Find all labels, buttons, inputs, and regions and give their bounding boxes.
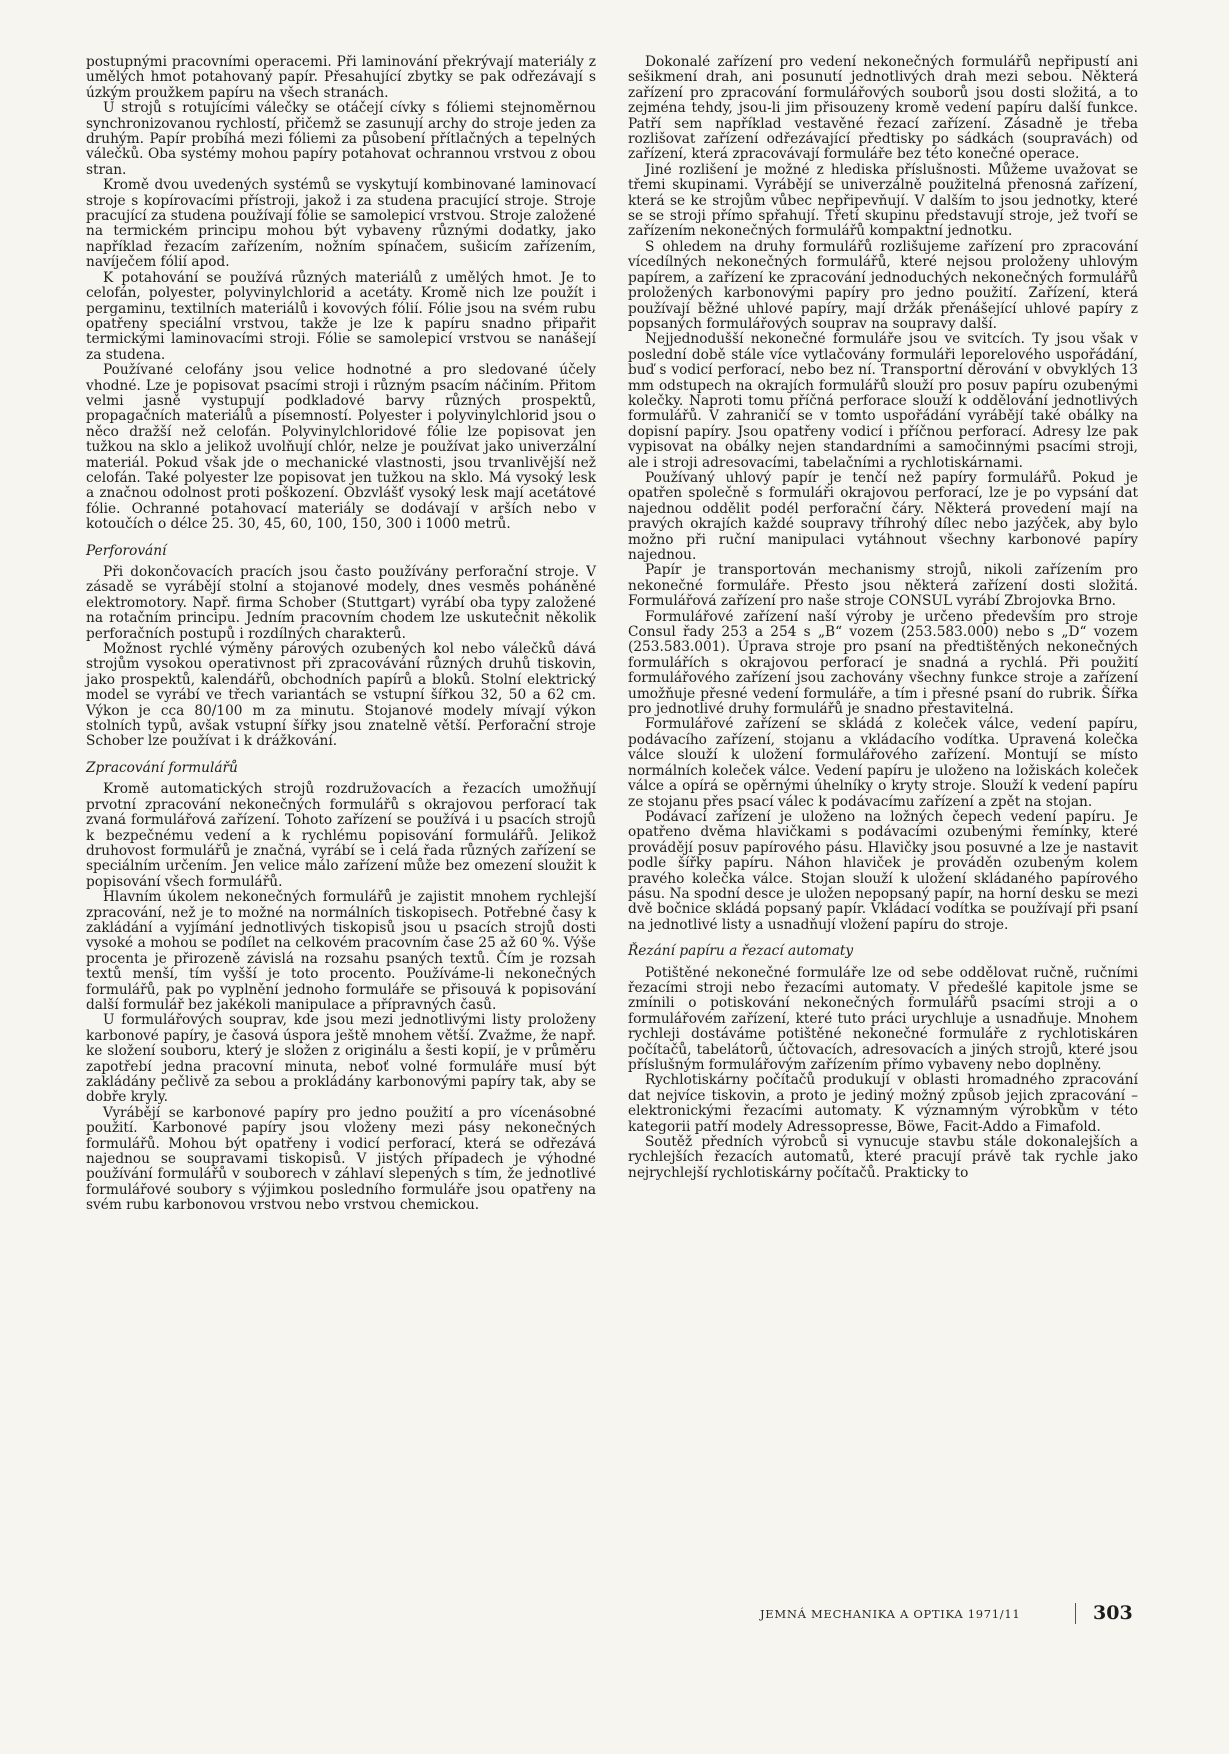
right-text-column <box>628 55 1138 1181</box>
paragraph: Papír je transportován mechanismy strojů, nikoli zařízením pro nekonečné formuláře. Přesto jsou některá zařízení dosti složitá. Formulářová zařízení pro naše stroje CONSUL vyrábí Zbrojovka Brno. <box>628 562 1138 610</box>
paragraph: Soutěž předních výrobců si vynucuje stavbu stále dokonalejších a rychlejších řezacích automatů, které pracují právě tak rychle jako nejrychlejší rychlotiskárny počítačů. Prakticky to <box>628 1134 1138 1181</box>
page-number: 303 <box>1093 1602 1133 1624</box>
paragraph: Podávací zařízení je uloženo na ložných čepech vedení papíru. Je opatřeno dvěma hlavičkami s podávacími ozubenými řemínky, které provádějí posuv papírového pásu. Hlavičky jsou posuvné a lze je nastavit podle šířky papíru. Náhon hlaviček je prováděn ozubeným kolem pravého kolečka válce. Stojan slouží k uložení skládaného papírového pásu. Na spodní desce je uložen nepopsaný papír, na horní desku se mezi dvě bočnice skládá popsaný papír. Vkládací vodítka se používají při psaní na jednotlivé listy a usnadňují vložení papíru do stroje. <box>628 808 1138 933</box>
paragraph: Formulářové zařízení se skládá z koleček válce, vedení papíru, podávacího zařízení, stojanu a vkládacího vodítka. Upravená kolečka válce slouží k uložení formulářového zařízení. Montují se místo normálních koleček válce. Vedení papíru je uloženo na ložiskách koleček válce a opírá se opěrnými úhelníky o kryty stroje. Slouží k vedení papíru ze stojanu přes psací válec k podávacímu zařízení a zpět na stojan. <box>628 716 1138 810</box>
paragraph: Při dokončovacích pracích jsou často používány perforační stroje. V zásadě se vyrábějí stolní a stojanové modely, dnes vesměs poháněné elektromotory. Např. firma Schober (Stuttgart) vyrábí oba typy založené na rotačním principu. Jedním pracovním chodem lze uskutečnit několik perforačních postupů i rozdílných charakterů. <box>86 564 596 642</box>
footer-divider <box>1075 1603 1076 1624</box>
left-text-column <box>86 55 596 1214</box>
paragraph: Rychlotiskárny počítačů produkují v oblasti hromadného zpracování dat nejvíce tiskovin, a proto je jediný možný způsob jejich zpracování – elektronickými řezacími automaty. K významným výrobkům v této kategorii patří modely Adressopresse, Böwe, Facit-Addo a Fimafold. <box>628 1072 1138 1135</box>
paragraph: postupnými pracovními operacemi. Při laminování překrývají materiály z umělých hmot potahovaný papír. Přesahující zbytky se pak odřezávají s úzkým proužkem papíru na všech stranách. <box>86 54 596 101</box>
journal-footer: JEMNÁ MECHANIKA A OPTIKA 1971/11 <box>760 1607 1021 1621</box>
paragraph: Potištěné nekonečné formuláře lze od sebe oddělovat ručně, ručními řezacími stroji nebo řezacími automaty. V předešlé kapitole jsme se zmínili o potiskování nekonečných formulářů psacími stroji a o formulářovém zařízení, které tuto práci urychluje a usnadňuje. Mnohem rychleji dostáváme potištěné nekonečné formuláře z rychlotiskáren počítačů, tabelátorů, účtovacích, adresovacích a jiných strojů, které jsou příslušným formulářovým zařízením přímo vybaveny nebo doplněny. <box>628 964 1138 1073</box>
paragraph: Dokonalé zařízení pro vedení nekonečných formulářů nepřipustí ani sešikmení drah, ani posunutí jednotlivých drah mezi sebou. Některá zařízení pro zpracování formulářových souborů jsou dosti složitá, a to zejména tehdy, jsou-li jim přisouzeny kromě vedení papíru další funkce. Patří sem například vestavěné řezací zařízení. Zásadně je třeba rozlišovat zařízení odřezávající předtisky po sádkách (soupravách) od zařízení, která zpracovávají formuláře bez této konečné operace. <box>628 54 1138 163</box>
paragraph: Používaný uhlový papír je tenčí než papíry formulářů. Pokud je opatřen společně s formuláři okrajovou perforací, lze je po vypsání dat najednou oddělit podél perforační čáry. Některá provedení mají na pravých okrajích každé soupravy tříhrohý dílec nebo jazýček, aby bylo možno při ruční manipulaci vytáhnout všechny karbonové papíry najednou. <box>628 469 1138 563</box>
paragraph: S ohledem na druhy formulářů rozlišujeme zařízení pro zpracování vícedílných nekonečných formulářů, které nejsou proloženy uhlovým papírem, a zařízení ke zpracování jednoduchých nekonečných formulářů proložených karbonovými papíry pro jedno použití. Zařízení, která používají běžné uhlové papíry, mají držák přenášející uhlové papíry z popsaných formulářových souprav na soupravy další. <box>628 238 1138 332</box>
section-heading-perforovani: Perforování <box>86 542 167 559</box>
paragraph: Formulářové zařízení naší výroby je určeno především pro stroje Consul řady 253 a 254 s „B“ vozem (253.583.000) nebo s „D“ vozem (253.583.001). Úprava stroje pro psaní na předtištěných nekonečných formulářích s okrajovou perforací je snadná a rychlá. Při použití formulářového zařízení jsou zachovány všechny funkce stroje a zařízení umožňuje přesné vedení formuláře, a tím i přesné psaní do rubrik. Šířka pro jednotlivé druhy formulářů je snadno přestavitelná. <box>628 608 1138 718</box>
paragraph: Jiné rozlišení je možné z hlediska příslušnosti. Můžeme uvažovat se třemi skupinami. Vyrábějí se univerzálně použitelná přenosná zařízení, která se ke strojům vůbec nepřipevňují. V dalším to jsou jednotky, které se se stroji přímo spřahují. Třetí skupinu představují stroje, jež tvoří se zařízením nekonečných formulářů kompaktní jednotku. <box>628 161 1138 240</box>
paragraph: Nejjednodušší nekonečné formuláře jsou ve svitcích. Ty jsou však v poslední době stále více vytlačovány formuláři leporelového uspořádání, buď s vodicí perforací, nebo bez ní. Transportní děrování v obvyklých 13 mm odstupech na okrajích formulářů slouží pro posuv papíru ozubenými kolečky. Naproti tomu příčná perforace slouží k oddělování jednotlivých formulářů. V zahraničí se v tomto uspořádání vyrábějí také obálky na dopisní papíry. Jsou opatřeny vodicí i příčnou perforací. Adresy lze pak vypisovat na obálky nejen standardními a samočinnými psacími stroji, ale i stroji adresovacími, tabelačními a rychlotiskárnami. <box>628 331 1138 471</box>
paragraph: Vyrábějí se karbonové papíry pro jedno použití a pro vícenásobné použití. Karbonové papíry jsou vloženy mezi pásy nekonečných formulářů. Mohou být opatřeny i vodicí perforací, která se odřezává najednou se soupravami tiskopisů. V jistých případech je výhodné používání formulářů v souborech v záhlaví slepených s tím, že jednotlivé formulářové soubory s výjimkou posledního formuláře jsou opatřeny na svém rubu karbonovou vrstvou nebo vrstvou chemickou. <box>86 1104 596 1214</box>
section-heading-zpracovani-formularu: Zpracování formulářů <box>86 759 238 776</box>
paragraph: Používané celofány jsou velice hodnotné a pro sledované účely vhodné. Lze je popisovat psacími stroji i různým psacím náčiním. Přitom velmi jasně vystupují podkladové barvy různých prospektů, propagačních materiálů a písemností. Polyester i polyvinylchlorid jsou o něco dražší než celofán. Polyvinylchloridové fólie lze popisovat jen tužkou na sklo a jelikož uvolňují chlór, nelze je používat jako univerzální materiál. Pokud však jde o mechanické vlastnosti, jsou trvanlivější než celofán. Také polyester lze popisovat jen tužkou na sklo. Má vysoký lesk a značnou odolnost proti poškození. Obzvlášť vysoký lesk mají acetátové fólie. Ochranné potahovací materiály se dodávají v arších nebo v kotoučích o délce 25. 30, 45, 60, 100, 150, 300 i 1000 metrů. <box>86 362 596 533</box>
paragraph: Možnost rychlé výměny párových ozubených kol nebo válečků dává strojům vysokou operativnost při zpracovávání různých druhů tiskovin, jako prospektů, kalendářů, obchodních papírů a bloků. Stolní elektrický model se vyrábí ve třech variantách se vstupní šířkou 32, 50 a 62 cm. Výkon je cca 80/100 m za minutu. Stojanové modely mívají výkon stolních typů, avšak vstupní šířky jsou znatelně větší. Perforační stroje Schober lze používat i k drážkování. <box>86 641 596 750</box>
section-heading-rezani-papiru: Řezání papíru a řezací automaty <box>628 943 854 960</box>
paragraph: U formulářových souprav, kde jsou mezi jednotlivými listy proloženy karbonové papíry, je časová úspora ještě mnohem větší. Zvažme, že např. ke složení souboru, který je složen z originálu a šesti kopií, je v průměru zapotřebí jedna pracovní minuta, neboť volné formuláře musí být zakládány pečlivě za sebou a prokládány karbonovými papíry tak, aby se dobře kryly. <box>86 1012 596 1106</box>
paragraph: Kromě dvou uvedených systémů se vyskytují kombinované laminovací stroje s kopírovacími přístroji, jakož i za studena pracující stroje. Stroje pracující za studena používají fólie se samolepicí vrstvou. Stroje založené na termickém principu mohou být vybaveny různými dodatky, jako například řezacím zařízením, nožním spínačem, sušicím zařízením, navíječem fólií apod. <box>86 177 596 271</box>
paragraph: Kromě automatických strojů rozdružovacích a řezacích umožňují prvotní zpracování nekonečných formulářů s okrajovou perforací tak zvaná formulářová zařízení. Tohoto zařízení se používá i u psacích strojů k bezpečnému vedení a k rychlému popisování formulářů. Jelikož druhovost formulářů je značná, vyrábí se i celá řada různých zařízení se speciálním určením. Jen velice málo zařízení může bez omezení sloužit k popisování všech formulářů. <box>86 781 596 890</box>
paragraph: K potahování se používá různých materiálů z umělých hmot. Je to celofán, polyester, polyvinylchlorid a acetáty. Kromě nich lze použít i pergaminu, textilních materiálů i kovových fólií. Fólie jsou na svém rubu opatřeny speciální vrstvou, takže je lze k papíru snadno připařit termickými laminovacími stroji. Fólie se samolepicí vrstvou se nanášejí za studena. <box>86 269 596 363</box>
paragraph: Hlavním úkolem nekonečných formulářů je zajistit mnohem rychlejší zpracování, než je to možné na normálních tiskopisech. Potřebné časy k zakládání a vyjímání jednotlivých tiskopisů jsou u psacích strojů dosti vysoké a mohou se podílet na celkovém pracovním čase 25 až 60 %. Výše procenta je přirozeně závislá na rozsahu psaných textů. Čím je rozsah textů menší, tím vyšší je toto procento. Používáme-li nekonečných formulářů, pak po vyplnění jednoho formuláře se přisouvá k popisování další formulář bez jakékoli manipulace a přípravných časů. <box>86 889 596 1013</box>
paragraph: U strojů s rotujícími válečky se otáčejí cívky s fóliemi stejnoměrnou synchronizovanou rychlostí, přičemž se zasunují archy do stroje jeden za druhým. Papír probíhá mezi fóliemi za působení přítlačných a tepelných válečků. Oba systémy mohou papíry potahovat ochrannou vrstvou z obou stran. <box>86 100 596 178</box>
